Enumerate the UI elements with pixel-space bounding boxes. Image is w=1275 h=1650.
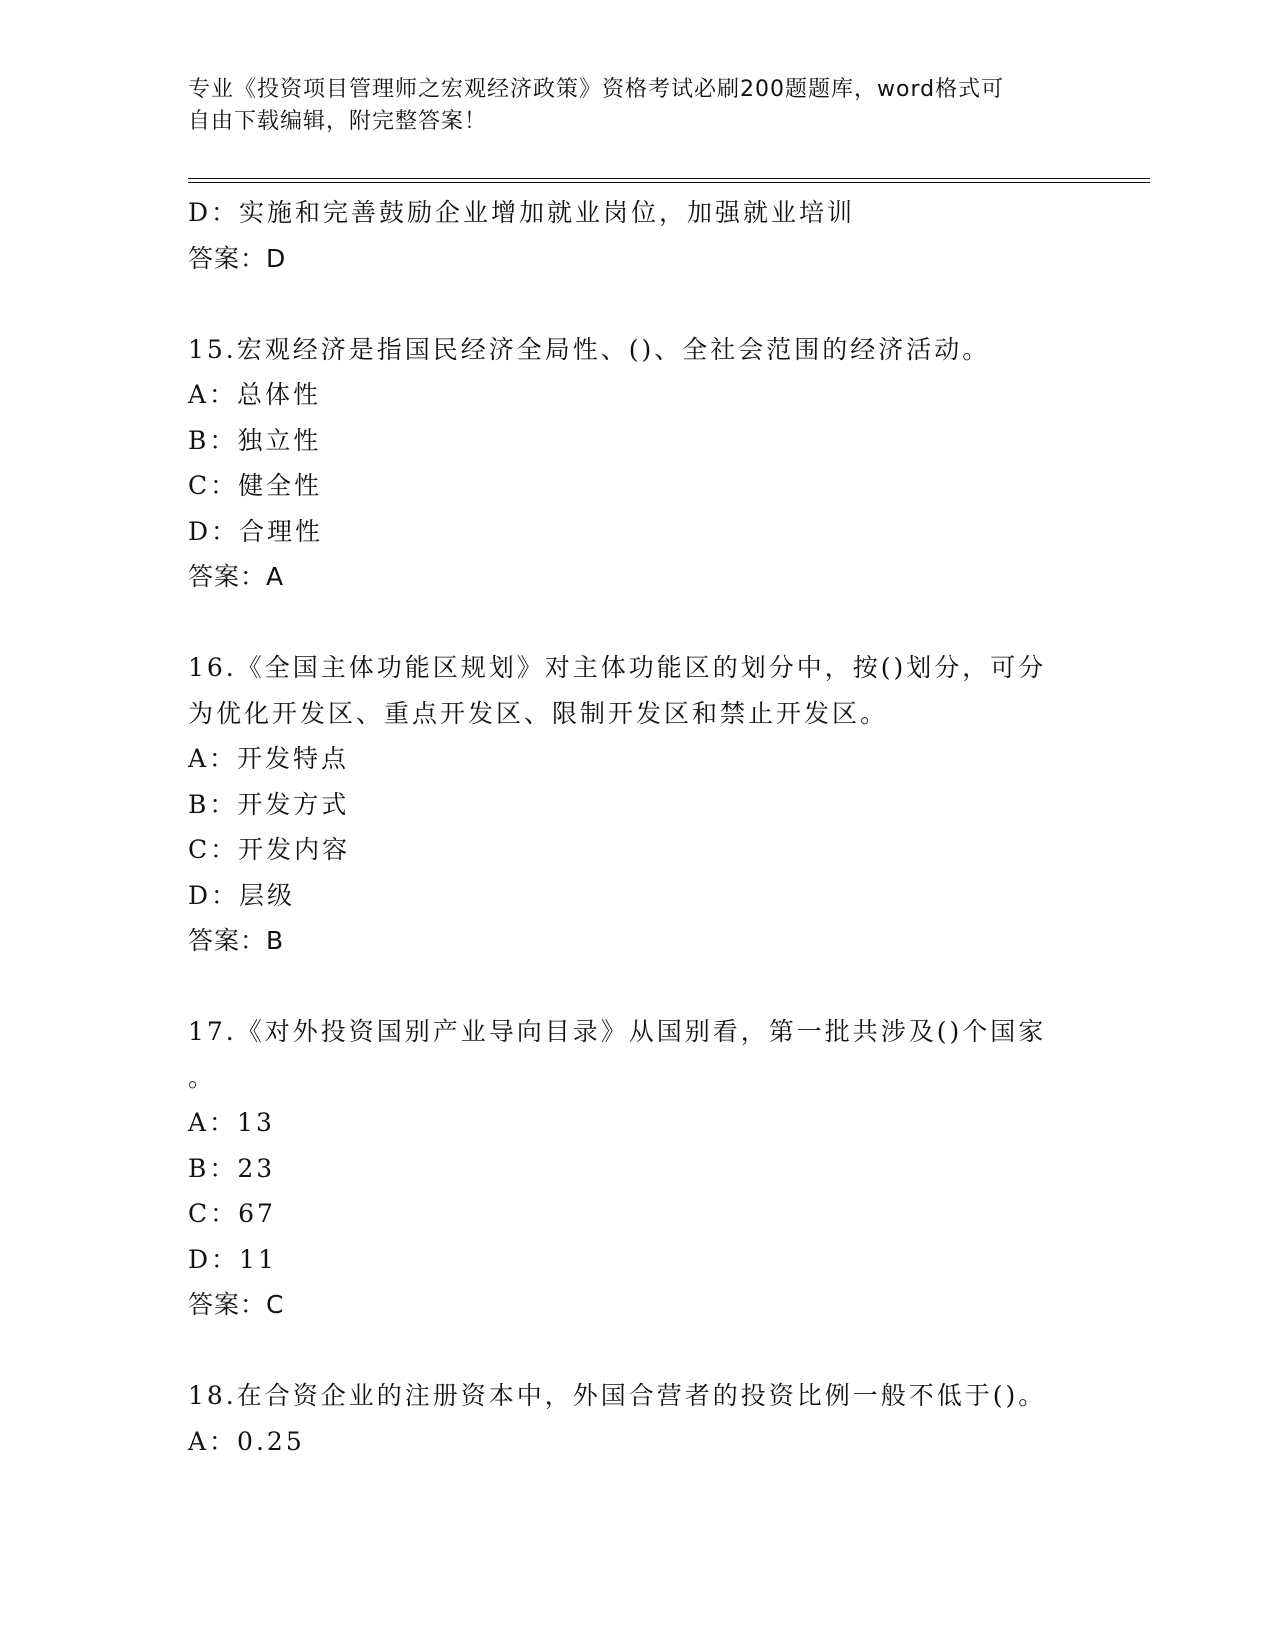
question-text: 18.在合资企业的注册资本中，外国合营者的投资比例一般不低于()。 (188, 1381, 1047, 1410)
option-a: A：总体性 (188, 380, 322, 409)
option-c: C：健全性 (188, 471, 323, 500)
spacer (188, 964, 1108, 1010)
question-15 (188, 327, 1108, 600)
carryover-option-d: D：实施和完善鼓励企业增加就业岗位，加强就业培训 (188, 198, 856, 227)
spacer (188, 1328, 1108, 1374)
spacer (188, 281, 1108, 327)
option-d: D：11 (188, 1244, 277, 1274)
question-text: 16.《全国主体功能区规划》对主体功能区的划分中，按()划分，可分 (188, 653, 1047, 682)
header-divider-top (188, 178, 1150, 179)
question-16 (188, 645, 1108, 964)
document-header (188, 74, 1068, 138)
header-line-2: 自由下载编辑，附完整答案！ (188, 109, 488, 134)
option-c: C：67 (188, 1199, 276, 1228)
option-a: A：开发特点 (188, 744, 350, 773)
answer: 答案：A (188, 562, 285, 591)
carryover-answer: 答案：D (188, 243, 287, 273)
answer: 答案：B (188, 926, 285, 955)
question-18 (188, 1373, 1108, 1464)
spacer (188, 600, 1108, 646)
question-text: 17.《对外投资国别产业导向目录》从国别看，第一批共涉及()个国家 (188, 1017, 1047, 1046)
option-b: B：独立性 (188, 425, 322, 455)
option-b: B：开发方式 (188, 789, 350, 819)
question-list (188, 190, 1108, 1464)
question-17 (188, 1009, 1108, 1328)
header-divider-bottom (188, 182, 1150, 183)
answer: 答案：C (188, 1290, 285, 1319)
option-a: A：0.25 (188, 1426, 305, 1456)
question-text-continued: 为优化开发区、重点开发区、限制开发区和禁止开发区。 (188, 698, 889, 728)
option-b: B：23 (188, 1153, 276, 1183)
question-text-continued: 。 (188, 1062, 217, 1092)
option-c: C：开发内容 (188, 835, 351, 864)
option-d: D：层级 (188, 880, 296, 910)
question-text: 15.宏观经济是指国民经济全局性、()、全社会范围的经济活动。 (188, 334, 991, 364)
header-line-1: 专业《投资项目管理师之宏观经济政策》资格考试必刷200题题库，word格式可 (188, 77, 1005, 102)
option-d: D：合理性 (188, 516, 324, 546)
option-a: A：13 (188, 1108, 275, 1137)
